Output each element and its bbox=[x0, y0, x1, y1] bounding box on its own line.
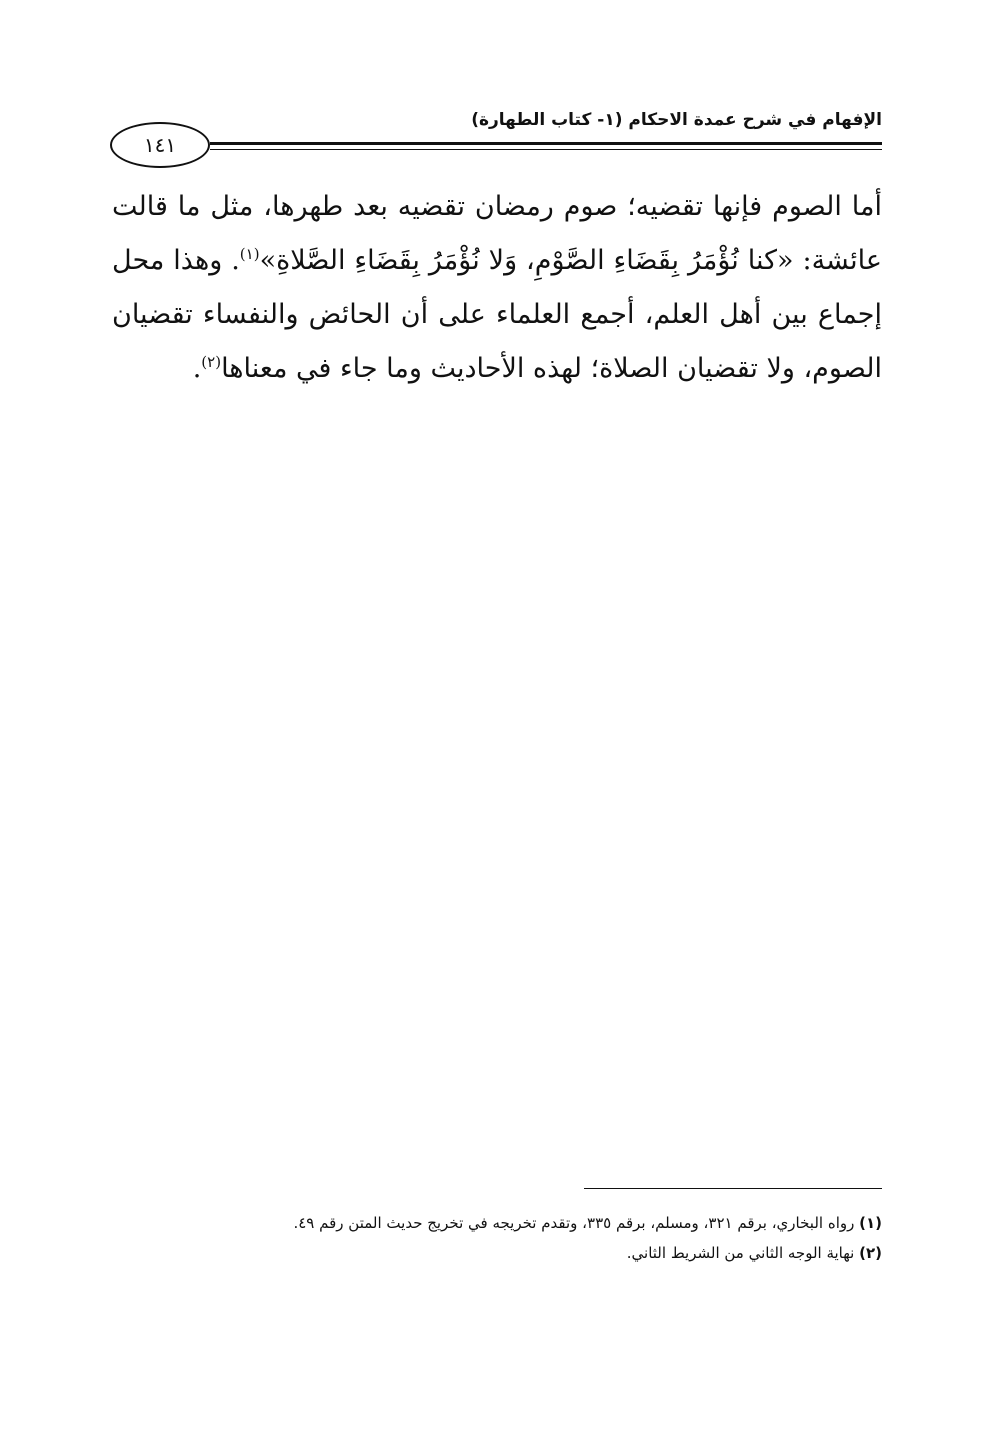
page-number: ١٤١ bbox=[110, 122, 210, 168]
book-title: الإفهام في شرح عمدة الاحكام (١- كتاب الطهارة) bbox=[471, 110, 882, 130]
footnote-marker: (٢) bbox=[859, 1244, 882, 1262]
footnotes bbox=[110, 1208, 882, 1268]
text-segment: . وهذا محل إجماع بين أهل العلم، أجمع العلماء على أن الحائض والنفساء تقضيان الصوم، ولا تقضيان الصلاة؛ لهذه الأحاديث وما جاء في معناها bbox=[112, 245, 882, 384]
footnote-marker: (١) bbox=[859, 1214, 882, 1232]
text-segment: أما الصوم فإنها تقضيه؛ صوم رمضان تقضيه بعد طهرها، مثل ما قالت عائشة: «كنا نُؤْمَرُ بِقَضَاءِ الصَّوْمِ، وَلا نُؤْمَرُ بِقَضَاءِ الصَّلاةِ» bbox=[112, 191, 882, 276]
text-segment: . bbox=[192, 353, 202, 384]
footnote-2 bbox=[110, 1238, 882, 1268]
footnote-1 bbox=[110, 1208, 882, 1238]
header-rule-thin bbox=[210, 149, 882, 150]
footnote-text: رواه البخاري، برقم ٣٢١، ومسلم، برقم ٣٣٥، وتقدم تخريجه في تخريج حديث المتن رقم ٤٩. bbox=[293, 1214, 855, 1232]
main-paragraph bbox=[112, 180, 882, 396]
footnote-separator bbox=[584, 1188, 882, 1189]
footnote-reference-2: (٢) bbox=[201, 353, 222, 371]
main-text bbox=[112, 180, 882, 396]
footnote-text: نهاية الوجه الثاني من الشريط الثاني. bbox=[626, 1244, 855, 1262]
footnote-reference-1: (١) bbox=[239, 245, 260, 263]
page-header bbox=[110, 100, 882, 160]
header-rule-thick bbox=[210, 142, 882, 145]
